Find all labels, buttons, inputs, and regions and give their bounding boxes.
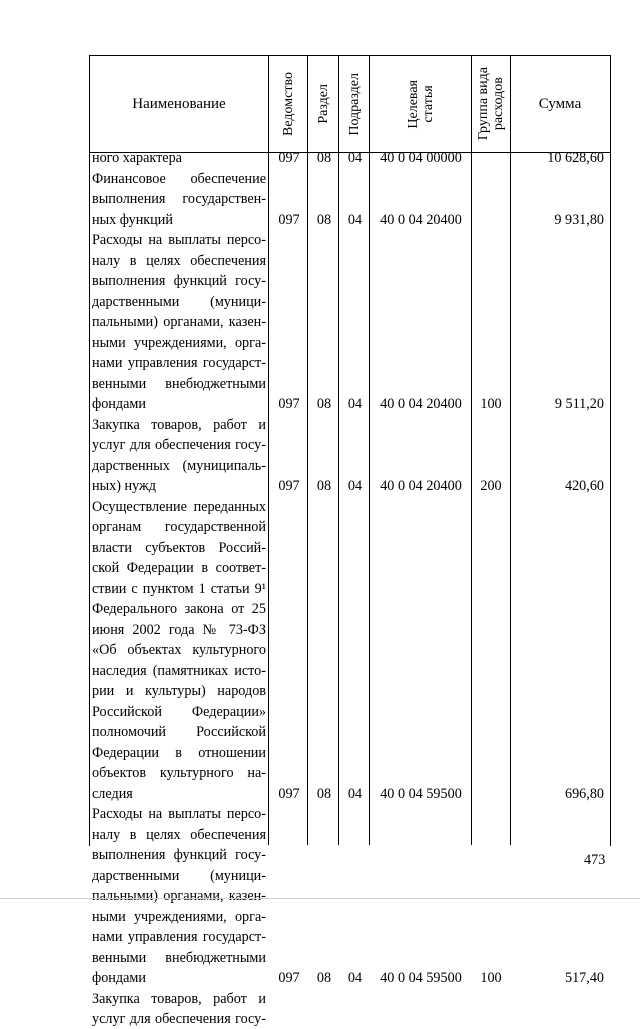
row-razdel-cell: 08 [316,150,332,166]
row-summa-cell: 517,40 [564,970,604,986]
row-name-line: Финансовое обеспечение [92,170,266,187]
row-vedomstvo-cell: 097 [278,211,300,228]
row-summa-cell: 9 931,80 [554,211,604,228]
row-name-line: выполнения функций госу- [92,847,266,863]
row-name-line: нами управления государст- [92,929,266,945]
row-name-line: «Об объектах культурного [92,642,266,658]
row-podrazdel-cell: 04 [347,211,363,228]
row-summa-cell: 420,60 [564,478,604,494]
scan-edge-line [0,898,640,899]
row-name-line: Расходы на выплаты персо- [92,232,266,248]
row-name-line: нами управления государст- [92,355,266,371]
row-name-line: налу в целях обеспечения [92,252,266,269]
row-name-line: Закупка товаров, работ и [92,990,266,1007]
row-name-line: Российской Федерации» [92,703,266,720]
row-gruppa-vida-cell: 200 [480,478,502,494]
row-summa-cell: 9 511,20 [554,396,604,412]
row-name-line: венными внебюджетными [92,375,266,392]
row-name-line: Осуществление переданных [92,498,266,515]
row-celevaya-statya-cell: 40 0 04 59500 [380,785,462,802]
header-podrazdel: Подраздел [346,72,362,136]
header-name: Наименование [132,95,226,112]
row-name-line: ного характера [92,150,182,166]
row-summa-cell: 696,80 [564,785,604,802]
row-name-line: дарственных (муниципаль- [92,457,266,474]
row-razdel-cell: 08 [316,785,332,802]
row-name-line: налу в целях обеспечения [92,826,266,843]
row-vedomstvo-cell: 097 [278,785,300,802]
row-name-line: выполнения государствен- [92,191,266,207]
row-name-line: наследия (памятниках исто- [92,662,266,679]
row-name-line: власти субъектов Россий- [92,539,266,556]
row-vedomstvo-cell: 097 [278,970,300,986]
row-name-line: венными внебюджетными [92,949,266,966]
row-name-line: ской Федерации в соответ- [92,560,266,576]
row-razdel-cell: 08 [316,970,332,986]
row-celevaya-statya-cell: 40 0 04 20400 [380,396,462,412]
row-name-line: услуг для обеспечения госу- [92,437,266,453]
row-name-line: июня 2002 года № 73-ФЗ [92,621,266,638]
header-summa: Сумма [538,95,582,112]
row-name-line: Федерального закона от 25 [92,601,266,617]
row-summa-cell: 10 628,60 [547,150,604,166]
row-vedomstvo-cell: 097 [278,396,300,412]
header-gruppa-line1: Группа вида [476,67,491,141]
row-name-line: Закупка товаров, работ и [92,416,266,433]
row-name-line: рии и культуры) народов [92,683,266,699]
row-name-line: услуг для обеспечения госу- [92,1011,266,1027]
row-name-line: Федерации в отношении [92,744,266,761]
row-name-line: следия [92,785,133,802]
page-number: 473 [584,852,606,868]
row-name-line: ными учреждениями, орга- [92,908,266,925]
row-name-line: органам государственной [92,519,266,535]
row-name-line: ных функций [92,211,173,228]
row-gruppa-vida-cell: 100 [480,396,502,412]
header-celevaya-line2: статья [420,85,436,123]
row-podrazdel-cell: 04 [347,785,363,802]
row-name-line: пальными) органами, казен- [92,888,266,904]
row-podrazdel-cell: 04 [347,150,363,166]
row-name-line: полномочий Российской [92,724,266,740]
row-celevaya-statya-cell: 40 0 04 00000 [380,150,462,166]
row-name-line: ствии с пунктом 1 статьи 9¹ [92,580,266,597]
row-razdel-cell: 08 [316,396,332,412]
row-podrazdel-cell: 04 [347,478,363,494]
row-name-line: выполнения функций госу- [92,273,266,289]
row-celevaya-statya-cell: 40 0 04 20400 [380,211,462,228]
row-name-line: ных) нужд [92,478,157,494]
header-vedomstvo: Ведомство [280,72,296,136]
row-name-line: дарственными (муници- [92,867,266,884]
header-gruppa-line2: расходов [491,77,506,131]
row-name-line: объектов культурного на- [92,765,266,781]
row-celevaya-statya-cell: 40 0 04 59500 [380,970,462,986]
row-razdel-cell: 08 [316,211,332,228]
row-celevaya-statya-cell: 40 0 04 20400 [380,478,462,494]
row-name-line: ными учреждениями, орга- [92,334,266,351]
row-razdel-cell: 08 [316,478,332,494]
row-name-line: фондами [92,396,146,412]
row-podrazdel-cell: 04 [347,970,363,986]
row-vedomstvo-cell: 097 [278,150,300,166]
row-vedomstvo-cell: 097 [278,478,300,494]
row-name-line: пальными) органами, казен- [92,314,266,330]
row-gruppa-vida-cell: 100 [480,970,502,986]
row-podrazdel-cell: 04 [347,396,363,412]
header-razdel: Раздел [315,84,331,124]
row-name-line: Расходы на выплаты персо- [92,806,266,822]
row-name-line: дарственными (муници- [92,293,266,310]
header-celevaya-line1: Целевая [405,79,421,129]
row-name-line: фондами [92,970,146,986]
